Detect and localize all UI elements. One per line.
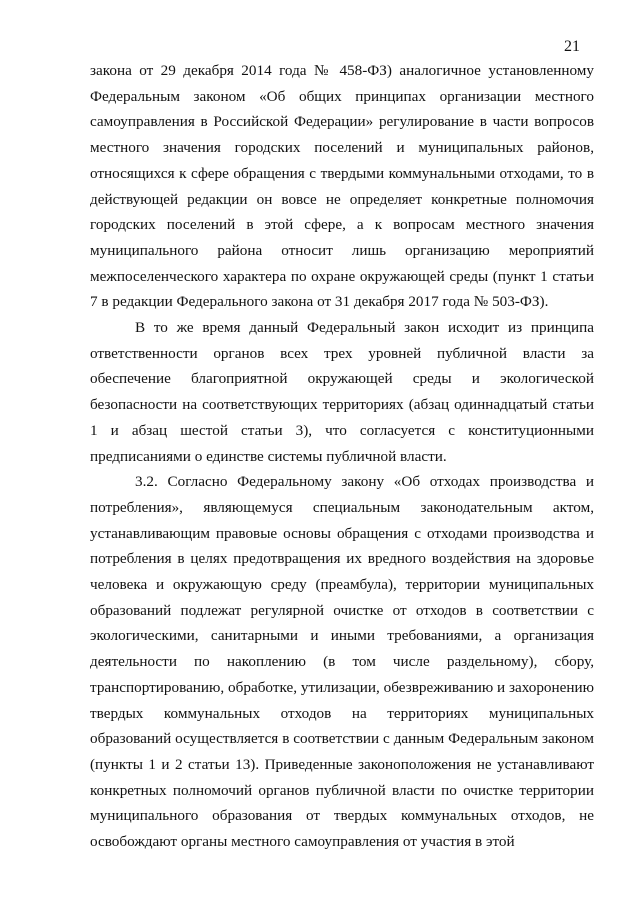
page-number: 21	[564, 38, 580, 55]
paragraph-section-3-2: 3.2. Согласно Федеральному закону «Об отходах производства и потребления», являющемуся специальным законодательным актом, устанавливающим правовые основы обращения с отходами производства и потребления в целях предотвращения их вредного воздействия на здоровье человека и окружающую среду (преамбула), территории муниципальных образований подлежат регулярной очистке от отходов в соответствии с экологическими, санитарными и иными требованиями, а организация деятельности по накоплению (в том числе раздельному), сбору, транспортированию, обработке, утилизации, обезвреживанию и захоронению твердых коммунальных отходов на территориях муниципальных образований осуществляется в соответствии с данным Федеральным законом (пункты 1 и 2 статьи 13). Приведенные законоположения не устанавливают конкретных полномочий органов публичной власти по очистке территории муниципального образования от твердых коммунальных отходов, не освобождают органы местного самоуправления от участия в этой	[90, 473, 594, 851]
paragraph-public-authority: В то же время данный Федеральный закон исходит из принципа ответственности органов всех трех уровней публичной власти за обеспечение благоприятной окружающей среды и экологической безопасности на соответствующих территориях (абзац одиннадцатый статьи 1 и абзац шестой статьи 3), что согласуется с конституционными предписаниями о единстве системы публичной власти.	[90, 319, 594, 465]
document-body	[90, 58, 594, 855]
paragraph-continuation: закона от 29 декабря 2014 года № 458-ФЗ) аналогичное установленному Федеральным законом «Об общих принципах организации местного самоуправления в Российской Федерации» регулирование в части вопросов местного значения городских поселений и муниципальных районов, относящихся к сфере обращения с твердыми коммунальными отходами, то в действующей редакции он вовсе не определяет конкретные полномочия городских поселений в этой сфере, а к вопросам местного значения муниципального района относит лишь организацию мероприятий межпоселенческого характера по охране окружающей среды (пункт 1 статьи 7 в редакции Федерального закона от 31 декабря 2017 года № 503-ФЗ).	[90, 62, 594, 311]
